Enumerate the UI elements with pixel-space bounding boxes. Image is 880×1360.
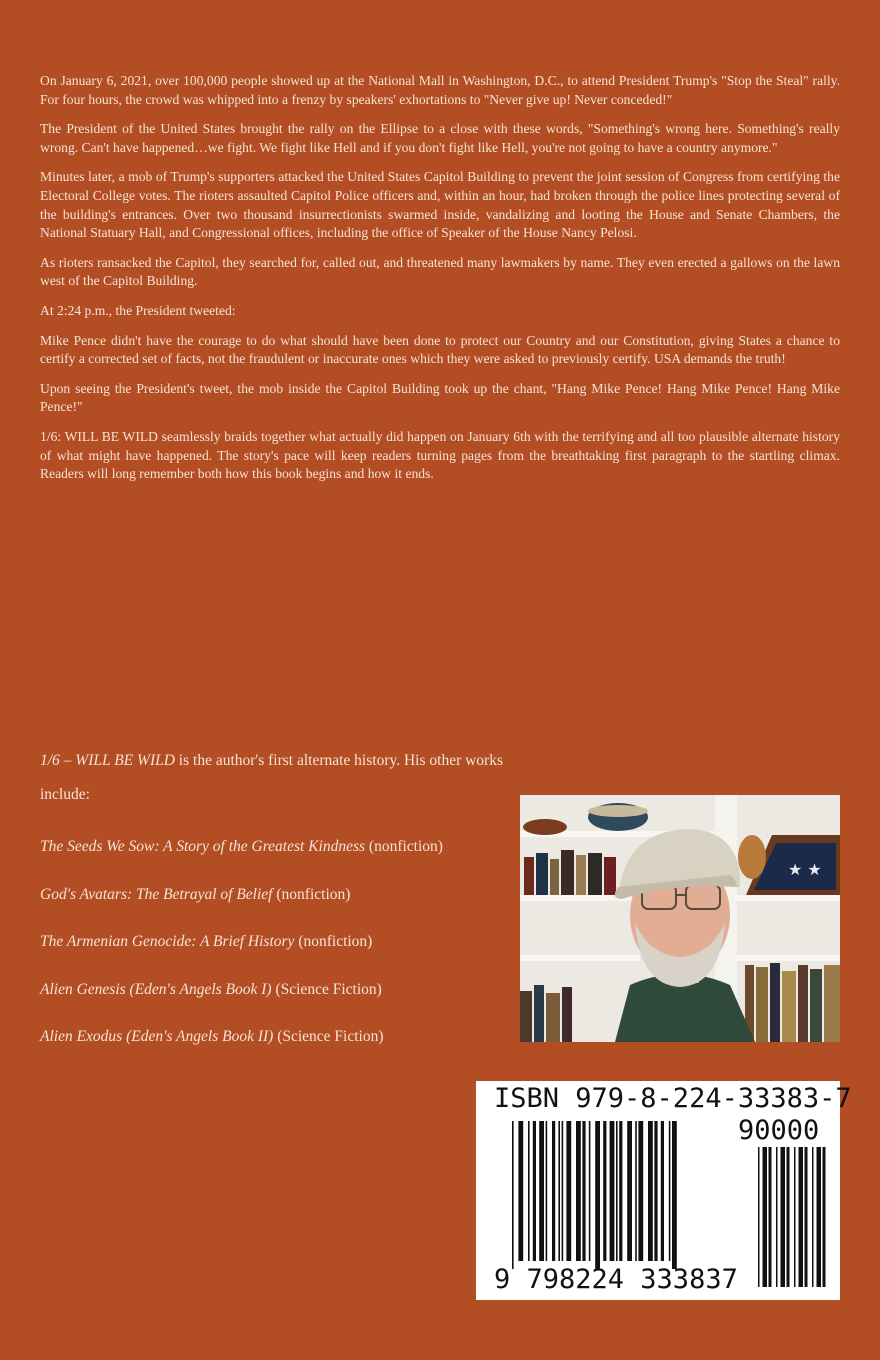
barcode-bar <box>616 1121 618 1261</box>
barcode-bar <box>627 1121 632 1261</box>
barcode-bar <box>654 1121 657 1261</box>
back-cover-blurb <box>40 72 840 495</box>
barcode-bar <box>512 1121 514 1269</box>
work-genre: (nonfiction) <box>365 838 443 855</box>
barcode-bar <box>528 1121 530 1261</box>
price-code: 90000 <box>738 1115 820 1146</box>
barcode-bar <box>582 1121 585 1261</box>
ean-digits: 9 798224 333837 <box>494 1264 738 1295</box>
barcode-bar <box>669 1121 671 1261</box>
barcode-bar <box>558 1121 560 1261</box>
addon-bar <box>799 1147 804 1287</box>
blurb-paragraph: The President of the United States brought the rally on the Ellipse to a close with these words, "Something's wrong here. Something's really wrong. Can't have happened…we fight. We fight like Hell and if you don't fight like Hell, you're not going to have a country anymore." <box>40 121 840 155</box>
barcode-bar <box>562 1121 564 1261</box>
barcode-bar <box>546 1121 548 1261</box>
blurb-paragraph: As rioters ransacked the Capitol, they searched for, called out, and threatened many lawmakers by name. They even erected a gallows on the lawn west of the Capitol Building. <box>40 254 840 289</box>
work-title: Alien Genesis (Eden's Angels Book I) <box>40 980 272 998</box>
work-title: God's Avatars: The Betrayal of Belief <box>40 885 273 903</box>
addon-bar <box>805 1147 808 1287</box>
work-item <box>40 884 510 906</box>
blurb-paragraph: Mike Pence didn't have the courage to do what should have been done to protect our Country and our Constitution, giving States a chance to certify a corrected set of facts, not the fraudulent or inaccurate ones which they were asked to previously certify. USA demands the truth! <box>40 332 840 367</box>
addon-bar <box>763 1147 768 1287</box>
author-photo-illustration <box>520 795 840 1042</box>
addon-bar <box>812 1147 814 1287</box>
barcode-bar <box>610 1121 615 1261</box>
barcode-bar <box>672 1121 677 1269</box>
barcode-bar <box>533 1121 536 1261</box>
intro-text: is the author's first alternate history. His other works include: <box>40 752 504 803</box>
book-title: 1/6 – WILL BE WILD <box>40 752 175 769</box>
barcode-bar <box>518 1121 523 1261</box>
barcode-bar <box>603 1121 606 1261</box>
blurb-paragraph: Upon seeing the President's tweet, the mob inside the Capitol Building took up the chant, "Hang Mike Pence! Hang Mike Pence! Hang Mike Pence!" <box>40 380 840 415</box>
addon-bar <box>769 1147 772 1287</box>
blurb-paragraph: On January 6, 2021, over 100,000 people showed up at the National Mall in Washington, D.C., to attend President Trump's "Stop the Steal" rally. For four hours, the crowd was whipped into a frenzy by speakers' exhortations to "Never give up! Never conceded!" <box>40 73 840 107</box>
blurb-paragraph: Minutes later, a mob of Trump's supporters attacked the United States Capitol Building to prevent the joint session of Congress from certifying the Electoral College votes. The rioters assaulted Capitol Police officers and, within an hour, had broken through the police lines protecting several of the building's entrances. Over two thousand insurrectionists swarmed inside, vandalizing and looting the House and Senate Chambers, the National Statuary Hall, and Congressional offices, including the office of Speaker of the House Nancy Pelosi. <box>40 169 840 241</box>
barcode-bar <box>619 1121 622 1261</box>
barcode-bar <box>589 1121 591 1261</box>
barcode-bar <box>566 1121 571 1261</box>
work-title: The Armenian Genocide: A Brief History <box>40 933 295 950</box>
addon-bar <box>794 1147 796 1287</box>
barcode-bar <box>638 1121 643 1261</box>
isbn-barcode <box>476 1081 852 1300</box>
barcode-bar <box>576 1121 581 1261</box>
addon-bar <box>776 1147 778 1287</box>
other-works-section <box>40 744 510 1074</box>
work-title: Alien Exodus (Eden's Angels Book II) <box>40 1028 274 1045</box>
addon-bar <box>823 1147 826 1287</box>
barcode-bar <box>635 1121 637 1261</box>
barcode-bar <box>661 1121 664 1261</box>
other-works-intro <box>40 744 510 812</box>
work-genre: (Science Fiction) <box>271 980 382 998</box>
addon-bar <box>817 1147 822 1287</box>
isbn-number: ISBN 979-8-224-33383-7 <box>494 1083 852 1114</box>
work-genre: (nonfiction) <box>294 933 373 950</box>
blurb-paragraph: 1/6: WILL BE WILD seamlessly braids together what actually did happen on January 6th with the terrifying and all too plausible alternate history of what might have happened. The story's pace will keep readers turning pages from the breathtaking first paragraph to the startling climax. Readers will long remember both how this book begins and how it ends. <box>40 428 840 482</box>
addon-bar <box>781 1147 786 1287</box>
svg-text:★ ★: ★ ★ <box>788 860 822 879</box>
addon-bar <box>787 1147 790 1287</box>
work-genre: (nonfiction) <box>272 885 351 903</box>
barcode-bar <box>595 1121 600 1269</box>
work-item <box>40 979 510 1001</box>
author-photo <box>520 795 840 1042</box>
barcode-bar <box>648 1121 653 1261</box>
barcode-bar <box>552 1121 555 1261</box>
work-item <box>40 836 510 858</box>
work-item <box>40 931 510 953</box>
blurb-paragraph: At 2:24 p.m., the President tweeted: <box>40 302 236 318</box>
work-title: The Seeds We Sow: A Story of the Greatest Kindness <box>40 838 366 855</box>
work-item <box>40 1026 510 1048</box>
barcode-bar <box>539 1121 544 1261</box>
addon-bar <box>758 1147 760 1287</box>
work-genre: (Science Fiction) <box>273 1028 384 1045</box>
